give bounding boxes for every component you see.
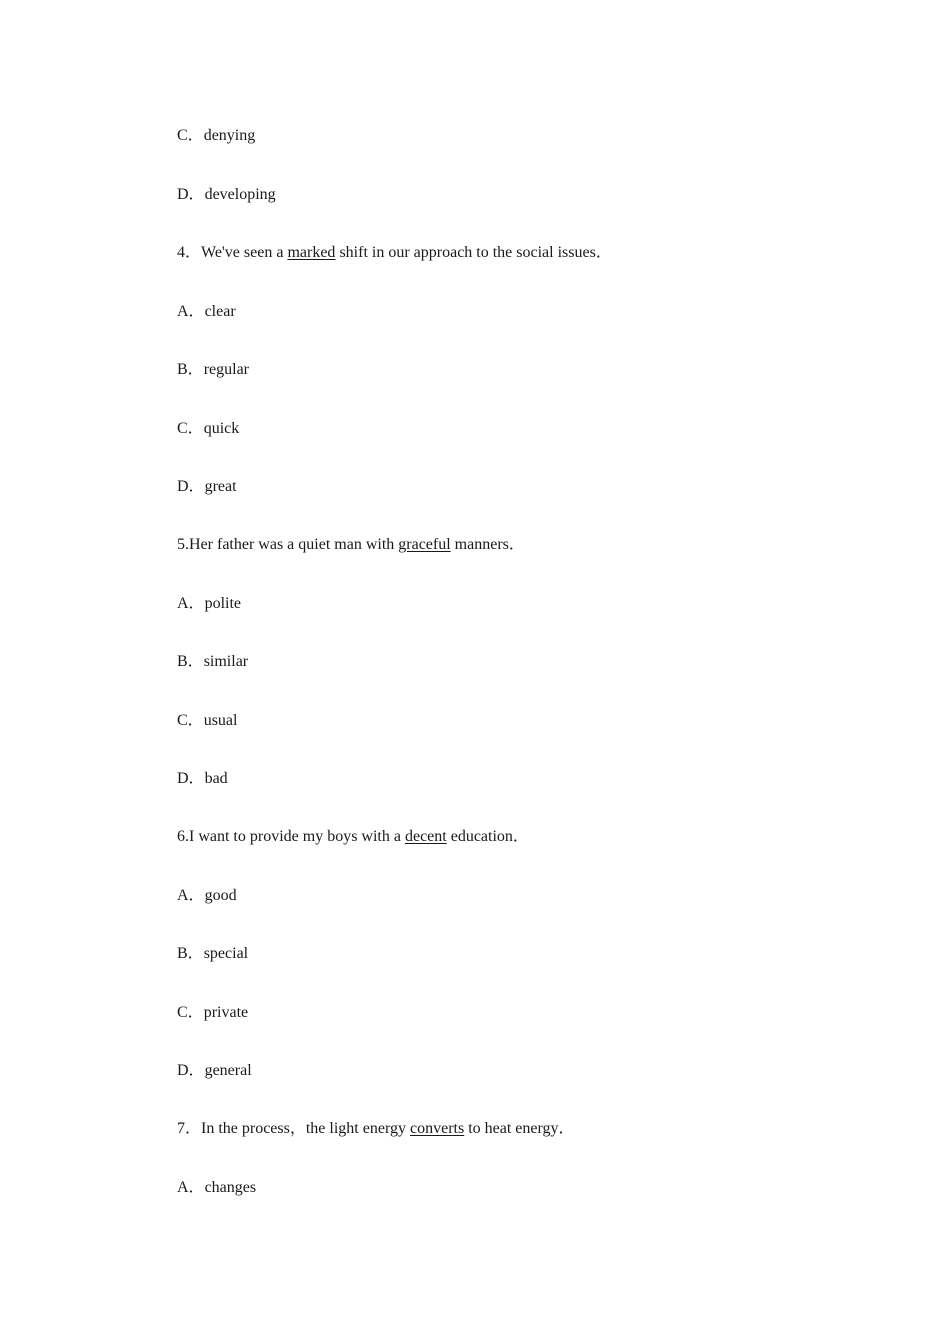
option-label: A．	[177, 1179, 205, 1196]
option-a	[177, 886, 237, 906]
option-text: developing	[204, 186, 276, 203]
option-c	[177, 126, 255, 146]
question-text: manners．	[450, 536, 525, 553]
option-text: usual	[203, 712, 238, 729]
option-text: bad	[204, 770, 228, 787]
option-d	[177, 769, 228, 789]
question-text: 5.Her father was a quiet man with	[177, 536, 399, 553]
option-label: C．	[177, 420, 204, 437]
option-label: A．	[177, 303, 205, 320]
option-a	[177, 1178, 256, 1198]
question-6	[177, 827, 529, 847]
option-c	[177, 419, 239, 439]
option-text: similar	[203, 653, 249, 670]
option-text: special	[203, 945, 249, 962]
option-text: quick	[203, 420, 240, 437]
option-label: D．	[177, 186, 205, 203]
question-5	[177, 535, 525, 555]
question-text: 6.I want to provide my boys with a	[177, 828, 405, 845]
option-label: B．	[177, 361, 204, 378]
option-label: C．	[177, 1004, 204, 1021]
option-text: private	[203, 1004, 249, 1021]
option-c	[177, 1003, 248, 1023]
option-text: general	[204, 1062, 252, 1079]
option-label: A．	[177, 887, 205, 904]
option-b	[177, 360, 249, 380]
question-text: 4．We've seen a	[177, 244, 288, 261]
option-text: good	[204, 887, 237, 904]
option-text: changes	[204, 1179, 257, 1196]
question-7	[177, 1119, 575, 1139]
key-word: marked	[287, 244, 336, 261]
option-d	[177, 1061, 252, 1081]
question-text: shift in our approach to the social issues．	[335, 244, 612, 261]
question-text: education．	[446, 828, 529, 845]
option-label: C．	[177, 712, 204, 729]
option-c	[177, 711, 237, 731]
option-label: C．	[177, 127, 204, 144]
key-word: converts	[410, 1120, 465, 1137]
key-word: decent	[404, 828, 447, 845]
option-label: D．	[177, 1062, 205, 1079]
option-a	[177, 302, 236, 322]
option-label: A．	[177, 595, 205, 612]
option-text: great	[204, 478, 237, 495]
option-d	[177, 477, 237, 497]
question-text: to heat energy．	[464, 1120, 575, 1137]
question-text: 7．In the process，the light energy	[177, 1120, 410, 1137]
option-a	[177, 594, 241, 614]
option-d	[177, 185, 276, 205]
option-text: regular	[203, 361, 249, 378]
option-label: D．	[177, 770, 205, 787]
option-label: B．	[177, 945, 204, 962]
key-word: graceful	[398, 536, 451, 553]
option-label: B．	[177, 653, 204, 670]
option-label: D．	[177, 478, 205, 495]
option-text: polite	[204, 595, 241, 612]
question-4	[177, 243, 612, 263]
option-b	[177, 652, 248, 672]
option-text: denying	[203, 127, 256, 144]
option-b	[177, 944, 248, 964]
option-text: clear	[204, 303, 236, 320]
